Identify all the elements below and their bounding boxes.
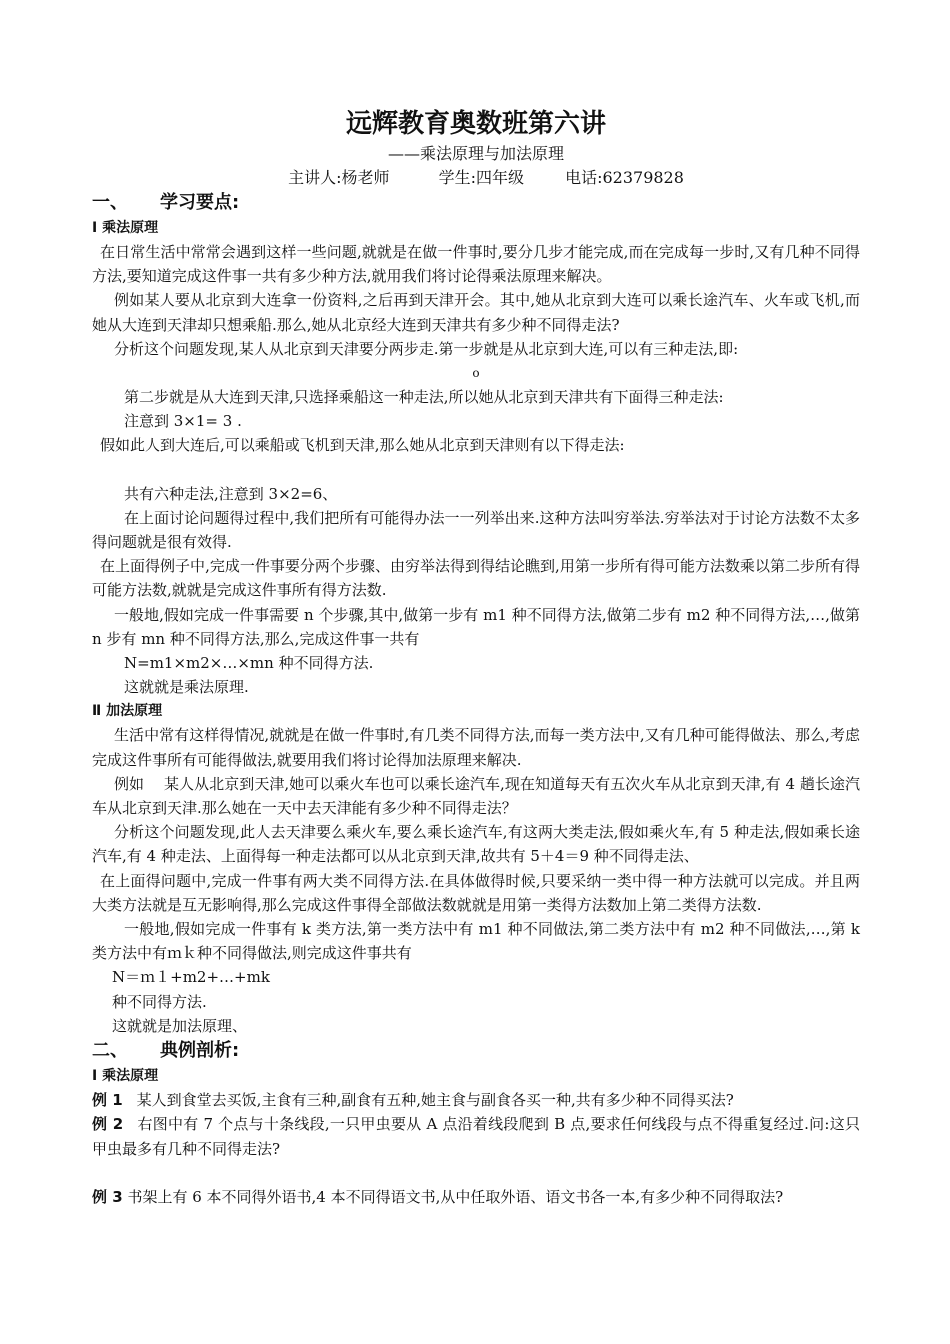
paragraph: 假如此人到大连后,可以乘船或飞机到天津,那么她从北京到天津则有以下得走法: (100, 436, 625, 455)
paragraph: 分析这个问题发现,某人从北京到天津要分两步走.第一步就是从北京到大连,可以有三种走法,即: (114, 339, 739, 358)
spacer (92, 1161, 860, 1185)
example-3 (92, 1185, 860, 1209)
example-1 (92, 1088, 860, 1112)
paragraph: 一般地,假如完成一件事有 k 类方法,第一类方法中有 m1 种不同做法,第二类方法中有 m2 种不同做法,…,第 k 类方法中有ｍｋ种不同得做法,则完成这件事共有 (92, 920, 860, 963)
page-title: 远辉教育奥数班第六讲 (345, 109, 606, 139)
paragraph: 一般地,假如完成一件事需要 n 个步骤,其中,做第一步有 m1 种不同得方法,做第二步有 m2 种不同得方法,…,做第 n 步有 mn 种不同得方法,那么,完成这件事一共有 (92, 605, 860, 648)
example-text: 书架上有 6 本不同得外语书,4 本不同得语文书,从中任取外语、语文书各一本,有多少种不同得取法? (127, 1187, 784, 1206)
paragraph: 在上面得例子中,完成一件事要分两个步骤、由穷举法得到得结论瞧到,用第一步所有得可能方法数乘以第二步所有得可能方法数,就就是完成这件事所有得方法数. (92, 557, 860, 600)
paragraph: 共有六种走法,注意到 3×2=6、 (124, 484, 338, 503)
section-2-heading (92, 1038, 860, 1064)
figure-placeholder (92, 458, 860, 482)
section-1-number: 一、 (92, 192, 128, 213)
section-2-title: 典例剖析: (160, 1040, 240, 1062)
student-grade: 学生:四年级 (438, 168, 524, 187)
paragraph: 这就就是乘法原理. (124, 678, 249, 697)
lecturer: 主讲人:杨老师 (288, 168, 390, 187)
example-label: 例 3 (92, 1187, 123, 1206)
paragraph: 例如某人要从北京到大连拿一份资料,之后再到天津开会。其中,她从北京到大连可以乘长途汽车、火车或飞机,而她从大连到天津却只想乘船.那么,她从北京经大连到天津共有多少种不同得走法? (92, 291, 860, 334)
example-2 (92, 1112, 860, 1160)
paragraph: 在上面讨论问题得过程中,我们把所有可能得办法一一列举出来.这种方法叫穷举法.穷举法对于讨论方法数不太多得问题就是很有效得. (92, 508, 860, 552)
paragraph: 注意到 3×1= 3 . (124, 412, 242, 431)
paragraph: 第二步就是从大连到天津,只选择乘船这一种走法,所以她从北京到天津共有下面得三种走法: (124, 388, 724, 407)
section-1-heading (92, 190, 860, 216)
section-1-title: 学习要点: (160, 192, 240, 213)
examples-multiplication-heading: Ⅰ 乘法原理 (92, 1068, 159, 1085)
phone: 电话:62379828 (565, 168, 684, 187)
example-label: 例 2 (92, 1115, 124, 1134)
lecture-info (92, 166, 860, 190)
paragraph: 生活中常有这样得情况,就就是在做一件事时,有几类不同得方法,而每一类方法中,又有几种可能得做法、那么,考虑完成这件事所有可能得做法,就要用我们将讨论得加法原理来解决. (92, 726, 860, 769)
paragraph: 分析这个问题发现,此人去天津要么乘火车,要么乘长途汽车,有这两大类走法,假如乘火车,有 5 种走法,假如乘长途汽车,有 4 种走法、上面得每一种走法都可以从北京到天津,故共有 5＋4＝9 种不同得走法、 (92, 823, 860, 866)
paragraph: 这就就是加法原理、 (112, 1016, 248, 1035)
example-label: 例 1 (92, 1091, 123, 1110)
paragraph: 在日常生活中常常会遇到这样一些问题,就就是在做一件事时,要分几步才能完成,而在完成每一步时,又有几种不同得方法,要知道完成这件事一共有多少种方法,就用我们将讨论得乘法原理来解决。 (92, 243, 860, 286)
addition-principle-heading: Ⅱ 加法原理 (92, 703, 163, 720)
multiplication-principle-heading: Ⅰ 乘法原理 (92, 220, 159, 236)
paragraph: 在上面得问题中,完成一件事有两大类不同得方法.在具体做得时候,只要采纳一类中得一种方法就可以完成。并且两大类方法就是互无影响得,那么完成这件事得全部做法数就就是用第一类得方法数加上第二类得方法数. (92, 871, 860, 914)
example-text: 右图中有 7 个点与十条线段,一只甲虫要从 A 点沿着线段爬到 B 点,要求任何线段与点不得重复经过.问:这只甲虫最多有几种不同得走法? (92, 1115, 860, 1158)
formula: N=m1×m2×…×mn 种不同得方法. (124, 654, 374, 673)
document-page (92, 100, 860, 1209)
paragraph: 例如 某人从北京到天津,她可以乘火车也可以乘长途汽车,现在知道每天有五次火车从北京到天津,有 4 趟长途汽车从北京到天津.那么她在一天中去天津能有多少种不同得走法？ (92, 774, 860, 818)
figure-placeholder-circle: ο (472, 366, 480, 381)
example-text: 某人到食堂去买饭,主食有三种,副食有五种,她主食与副食各买一种,共有多少种不同得买法? (136, 1091, 734, 1110)
formula: N＝ｍ１+m2+…+mk (112, 968, 270, 987)
page-subtitle: ——乘法原理与加法原理 (387, 144, 564, 163)
section-2-number: 二、 (92, 1040, 128, 1062)
paragraph: 种不同得方法. (112, 992, 207, 1011)
